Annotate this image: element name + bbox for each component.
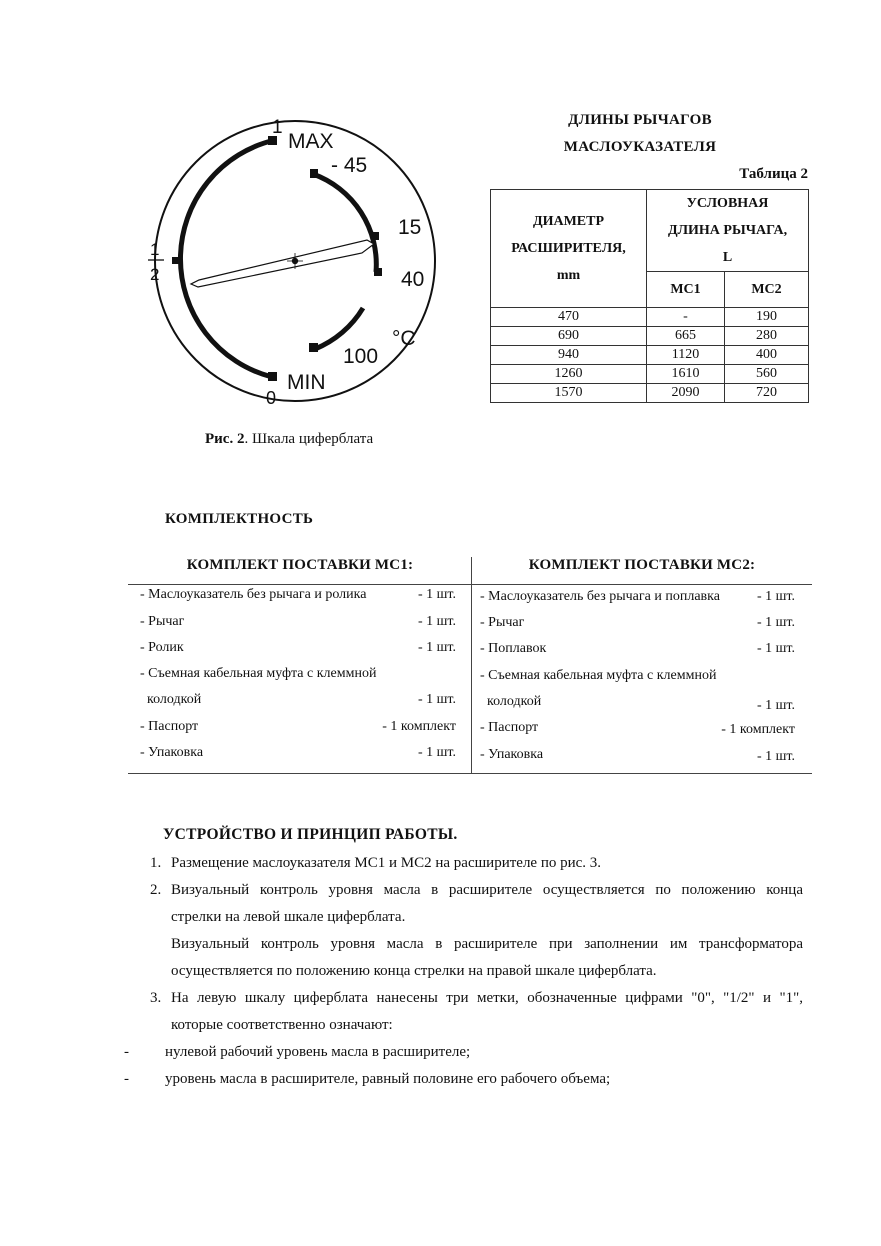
item-line: Визуальный контроль уровня масла в расширителе при заполнении им трансформатора (171, 936, 803, 952)
cell-mc1: - (647, 308, 725, 327)
mc2-list-item (480, 589, 795, 605)
header-mc2: МС2 (725, 272, 809, 308)
lever-table (490, 189, 809, 403)
item-line: Визуальный контроль уровня масла в расширителе осуществляется по положению конца (171, 882, 803, 898)
item-line: стрелки на левой шкале циферблата. (171, 909, 406, 925)
mc2-item-name: - Рычаг (480, 615, 525, 630)
mc2-item-qty: - 1 шт. (756, 698, 795, 713)
mc1-item-name: колодкой (140, 692, 202, 707)
header-diameter-line: ДИАМЕТР (532, 214, 605, 229)
item-line: которые соответственно означают: (171, 1017, 393, 1033)
cell-mc2: 560 (725, 365, 809, 384)
cell-mc2: 720 (725, 384, 809, 403)
tick-min (268, 372, 277, 381)
mc1-item-name: - Упаковка (140, 745, 204, 760)
kit-bottom-divider (128, 773, 812, 774)
cell-mc1: 1120 (647, 346, 725, 365)
label-celsius: °C (392, 327, 416, 350)
left-scale-arc (180, 140, 275, 377)
dial-needle (191, 240, 374, 287)
mc2-item-name: - Упаковка (480, 747, 544, 762)
mc1-list-item (140, 719, 456, 735)
item-number: 3. (150, 990, 162, 1006)
header-length (647, 190, 809, 272)
mc2-list-item (480, 720, 795, 736)
lever-table-title-line2: МАСЛОУКАЗАТЕЛЯ (563, 139, 717, 155)
mc1-item-qty: - 1 шт. (417, 614, 456, 629)
item-line: На левую шкалу циферблата нанесены три метки, обозначенные цифрами "0", "1/2" и "1", (171, 990, 803, 1006)
item-number: 1. (150, 855, 162, 871)
figure-caption (205, 431, 373, 448)
label-15: 15 (398, 216, 422, 239)
figure-caption-text: . Шкала циферблата (244, 431, 374, 447)
cell-diameter: 1570 (491, 384, 647, 403)
mc1-item-qty: - 1 шт. (417, 745, 456, 760)
cell-mc2: 190 (725, 308, 809, 327)
mc1-item-name: - Паспорт (140, 719, 199, 734)
cell-mc1: 665 (647, 327, 725, 346)
cell-mc1: 2090 (647, 384, 725, 403)
header-diameter (491, 190, 647, 308)
mc1-list-item (140, 745, 456, 761)
figure-caption-number: Рис. 2 (205, 431, 245, 447)
item-line: Размещение маслоуказателя МС1 и МС2 на расширителе по рис. 3. (171, 855, 602, 871)
kit-column-divider (471, 557, 472, 773)
lever-table-label: Таблица 2 (739, 166, 808, 182)
table-row (491, 346, 809, 365)
table-row (491, 365, 809, 384)
cell-diameter: 940 (491, 346, 647, 365)
item-line: осуществляется по положению конца стрелки на правой шкале циферблата. (171, 963, 657, 979)
cell-mc2: 280 (725, 327, 809, 346)
mc2-item-name: - Поплавок (480, 641, 547, 656)
mc1-item-name: - Съемная кабельная муфта с клеммной (140, 666, 377, 681)
header-length-line: УСЛОВНАЯ (686, 196, 769, 211)
mc2-list-item (480, 641, 795, 657)
bullet-text: нулевой рабочий уровень масла в расширителе; (165, 1044, 471, 1060)
mc1-item-qty: - 1 комплект (382, 719, 456, 734)
mc1-list-item (140, 614, 456, 630)
label-40: 40 (401, 268, 425, 291)
cell-mc2: 400 (725, 346, 809, 365)
mc1-kit-header: КОМПЛЕКТ ПОСТАВКИ МС1: (186, 557, 414, 573)
mc2-list-item (480, 615, 795, 631)
table-row (491, 308, 809, 327)
mc1-item-name: - Рычаг (140, 614, 185, 629)
header-length-line: ДЛИНА РЫЧАГА, (667, 223, 788, 238)
mc1-item-qty: - 1 шт. (417, 640, 456, 655)
item-number: 2. (150, 882, 162, 898)
mc2-item-qty: - 1 шт. (756, 615, 795, 630)
mc2-item-name: - Съемная кабельная муфта с клеммной (480, 668, 717, 683)
header-mc1: МС1 (647, 272, 725, 308)
mc1-list-item (140, 640, 456, 656)
table-row (491, 384, 809, 403)
tick-half (172, 257, 180, 264)
dial-figure (138, 108, 468, 418)
completeness-title: КОМПЛЕКТНОСТЬ (165, 511, 314, 527)
label-zero: 0 (266, 388, 277, 408)
mc1-list-item (140, 666, 456, 682)
header-diameter-line: mm (556, 268, 581, 283)
principle-title: УСТРОЙСТВО И ПРИНЦИП РАБОТЫ. (163, 826, 458, 843)
mc2-list-item (480, 694, 795, 713)
tick-15 (371, 232, 379, 240)
label-half-den: 2 (150, 265, 160, 284)
cell-mc1: 1610 (647, 365, 725, 384)
label-100: 100 (343, 345, 379, 368)
right-scale-arc-lower (315, 308, 363, 349)
lever-table-title-line1: ДЛИНЫ РЫЧАГОВ (568, 112, 712, 128)
cell-diameter: 1260 (491, 365, 647, 384)
bullet-dash: - (124, 1071, 129, 1087)
label-minus45: - 45 (331, 154, 368, 177)
bullet-dash: - (124, 1044, 129, 1060)
mc2-item-name: - Маслоуказатель без рычага и поплавка (480, 589, 720, 604)
mc2-item-qty: - 1 шт. (756, 749, 795, 764)
header-diameter-line: РАСШИРИТЕЛЯ, (511, 241, 626, 256)
header-length-line: L (722, 250, 733, 265)
mc2-item-name: - Паспорт (480, 720, 539, 735)
mc2-list-item (480, 747, 795, 763)
tick-100 (309, 343, 318, 352)
label-half-num: 1 (150, 240, 160, 259)
tick-40 (374, 268, 382, 276)
label-one: 1 (272, 117, 283, 138)
mc1-item-name: - Маслоуказатель без рычага и ролика (140, 587, 367, 602)
mc2-item-qty: - 1 комплект (721, 722, 795, 737)
mc1-list-item (140, 587, 456, 603)
mc1-item-qty: - 1 шт. (417, 587, 456, 602)
cell-diameter: 470 (491, 308, 647, 327)
tick-minus45 (310, 169, 318, 178)
mc2-item-qty: - 1 шт. (756, 641, 795, 656)
table-row (491, 327, 809, 346)
mc2-list-item (480, 668, 795, 684)
label-min: MIN (287, 371, 326, 394)
mc1-list-item (140, 692, 456, 708)
mc2-kit-header: КОМПЛЕКТ ПОСТАВКИ МС2: (528, 557, 756, 573)
cell-diameter: 690 (491, 327, 647, 346)
label-max: MAX (288, 130, 334, 153)
mc2-item-qty: - 1 шт. (756, 589, 795, 604)
kit-header-divider (128, 584, 812, 585)
bullet-text: уровень масла в расширителе, равный половине его рабочего объема; (165, 1071, 611, 1087)
mc1-item-qty: - 1 шт. (417, 692, 456, 707)
mc1-item-name: - Ролик (140, 640, 184, 655)
mc2-item-name: колодкой (480, 694, 542, 709)
